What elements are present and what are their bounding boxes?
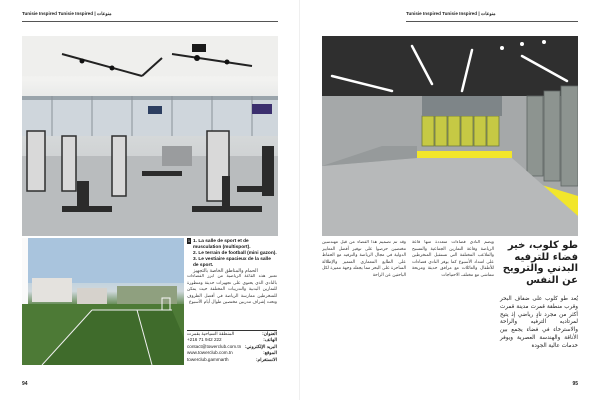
caption-line-2: 2. Le terrain de football (mini gazon). <box>193 251 277 256</box>
info-value: المنطقة السياحية بقمرت <box>187 331 235 336</box>
caption-line-3: 3. Le vestiaire spacieux de la salle de sport. <box>193 257 271 268</box>
page-number-right: 95 <box>572 381 578 387</box>
locker-room-illustration <box>322 36 578 236</box>
article-column-2: وقد تم تصميم هذا الفضاء من قبل مهندسين مختصين حرصوا على توفير أفضل المعايير الدولية في مجال الرياضة والترفيه مع الحفاظ على الطابع المعماري المتميز والإطلالة الساحرة على البحر مما يجعله وجهة مميزة لكل الباحثين عن الراحة <box>322 240 406 278</box>
right-page <box>300 0 600 400</box>
club-info-box <box>187 330 277 371</box>
gym-photo <box>22 36 278 236</box>
info-value: www.towerclub.com.tn <box>187 350 233 356</box>
info-label: العنوان: <box>262 331 277 336</box>
info-value: contact@towerclub.com.tn <box>187 343 242 349</box>
left-body-text: تعتبر هذه القاعة الرياضية من أبرز الفضاءات بالنادي الذي يحتوي على تجهيزات حديثة ومتطورة للتمارين البدنية والتدريبات المختلفة حيث يمكن للمنخرطين ممارسة الرياضة في أفضل الظروف وتحت إشراف مدربين مختصين طوال أيام الأسبوع <box>187 274 277 306</box>
football-field-illustration <box>22 238 184 365</box>
info-label: الهاتف: <box>263 337 277 343</box>
figure-number: 1 <box>187 238 191 243</box>
article-headline: طو كلوب، خير فضاء للترفيه البدني والترويح عن النفس <box>502 240 578 286</box>
caption-subtitle: الحمام والمناطق الخاصة بالتجهيز <box>193 269 258 274</box>
info-label: الموقع: <box>263 350 277 356</box>
article-lede: يُعد طو كلوب على ضفاف البحر وقرب منطقة قمرت مدينة قمرت أكثر من مجرد نادٍ رياضي إذ يتيح لمرتاديه الترفيه والراحة والاسترخاء في فضاء يجمع بين الأناقة والهندسة العصرية ويوفر خدمات عالية الجودة <box>500 296 578 349</box>
info-label: الانستغرام: <box>255 356 277 362</box>
info-value: towerclub.gammarth <box>187 356 229 362</box>
running-header-right: Tunisie Inspired Tunisie Inspired | منوعات <box>406 11 578 22</box>
football-field-photo <box>22 238 184 365</box>
info-value: +216 71 942 222 <box>187 337 222 343</box>
photo-caption <box>193 239 277 275</box>
info-label: البريد الإلكتروني: <box>244 343 277 349</box>
info-row-instagram <box>187 357 277 363</box>
caption-line-1: 1. La salle de sport et de musculation (multisport). <box>193 239 251 250</box>
page-number-left: 94 <box>22 381 28 387</box>
locker-room-photo <box>322 36 578 236</box>
article-column-1: ويضم النادي فضاءات متعددة منها قاعة الرياضة وقاعة التمارين الجماعية والمسبح والملاعب المختلفة التي تستقبل المنخرطين على امتداد الأسبوع كما يوفر النادي فضاءات للأطفال والعائلات مع مرافق حديثة ومريحة تتماشى مع مختلف الاحتياجات <box>412 240 494 278</box>
running-header-left: Tunisie Inspired Tunisie Inspired | منوعات <box>22 11 278 22</box>
gym-illustration <box>22 36 278 236</box>
